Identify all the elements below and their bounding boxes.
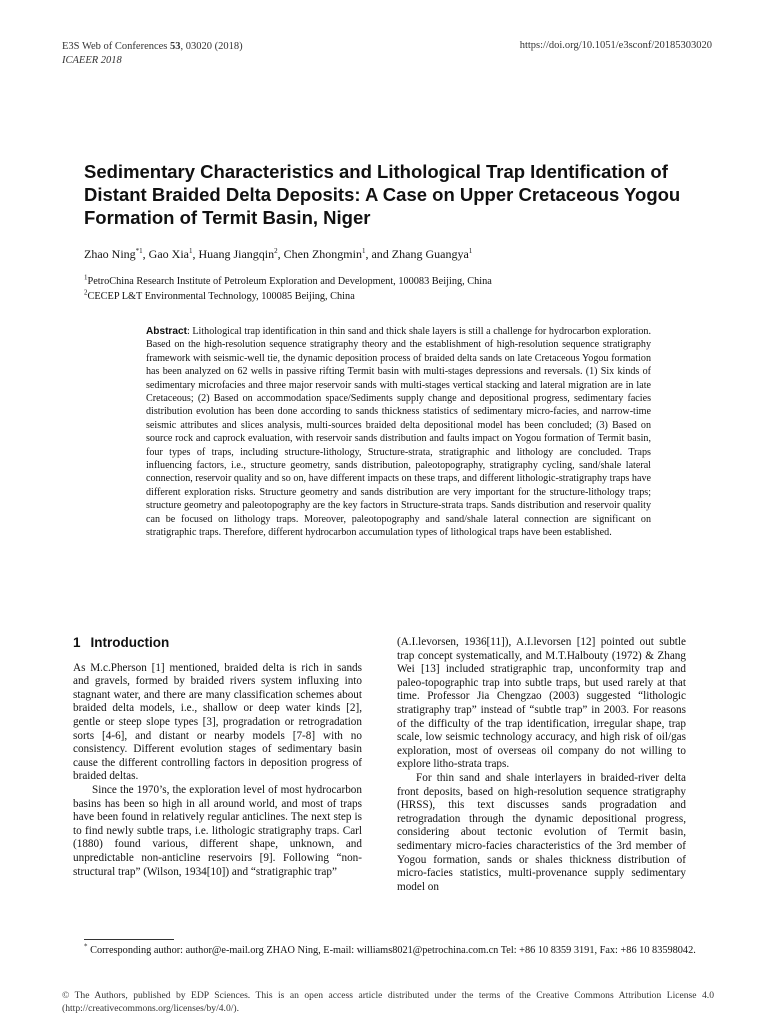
author-sup: 1 [468, 247, 473, 255]
running-header-left [62, 40, 243, 68]
author-sup: 2 [274, 247, 278, 255]
footnote-divider [84, 939, 174, 940]
abstract-text: : Lithological trap identification in thin sand and thick shale layers is still a challenge for hydrocarbon exploration. Based on the high-resolution sequence stratigraphy theory and the establishment of high-resolution sequence stratigraphy framework with seismic-well tie, the dynamic deposition process of braided delta sands on late Cretaceous Yogou formation has been analyzed on 62 wells in passive rifting Termit basin with multi-stages depressions and reversals. (1) Six kinds of sedimentary microfacies and three major reservoir sands with multi-stages vertical stacking and lateral migration are in late Cretaceous; (2) Based on accommodation space/Sediments supply change and depositional progress, sedimentary facies distribution evolution has been done according to sands thickness statistics of sedimentary micro-facies, and narrow-time seismic attributes and slices analysis, multi-sources braided delta depositional model has been concluded; (3) Based on source rock and caprock evaluation, with reservoir sands distribution and faults impact on Yogou formation of Termit basin, four types of traps, including structure-lithology, Structure-strata, stratigraphic and lithology are concluded. Traps influencing factors, i.e., structure geometry, sands distribution, paleotopography, stratigraphy cycling, sand/shale lateral connection, reservoir quality and so on, have different impacts on these traps, and different lithologic-stratigraphy traps have different exploration risks. Structure geometry and sands distribution are very important for the structure-lithology traps; structure geometry and paleotopography are the key factors in Structure-strata traps. Sands distribution and reservoir quality can be focused on lithology traps. Moreover, paleotopography and sand/shale lateral connection are significant on stratigraphic traps. Therefore, different hydrocarbon accumulation types of lithological traps have been established. [146, 326, 651, 539]
affiliation-1: $^1$PetroChina Research Institute of Petroleum Exploration and Development, 100083 Beijing, China [84, 273, 492, 287]
author-sup: 1 [361, 247, 366, 255]
license-notice: © The Authors, published by EDP Sciences. This is an open access article distributed under the terms of the Creative Commons Attribution License 4.0 (http://creativecommons.org/licenses/by/4.0/). [62, 990, 714, 1014]
footnote: * Corresponding author: author@e-mail.org ZHAO Ning, E-mail: williams8021@petrochina.com.cn Tel: +86 10 8359 3191, Fax: +86 10 83598042. [84, 942, 696, 956]
section-number: 1 [73, 635, 81, 650]
paragraph: For thin sand and shale interlayers in braided-river delta front deposits, based on high-resolution sequence stratigraphy (HRSS), this text discusses sands progradation and retrogradation through the dynamic depositional progress, considering about tectonic evolution of Termit basin, sedimentary micro-facies characteristics of the 3rd member of Yogou formation, sands or shales thickness distribution of micro-facies statistics, multi-provenance supply sedimentary model on [397, 771, 686, 893]
paragraph: As M.c.Pherson [1] mentioned, braided delta is rich in sands and gravels, formed by braided rivers system influxing into stagnant water, and there are many classification schemes about braided delta models, i.e., shallow or deep water kinds [2], gentle or steep slope types [3], progradation or retrogradation sorts [4-6], and distant or nearby models [7-8] with no consistency. Different evolution stages of sedimentary basin cause the different controlling factors in deposition progress of braided deltas. [73, 661, 362, 783]
affiliation-2: $^2$CECEP L&T Environmental Technology, 100085 Beijing, China [84, 288, 355, 302]
body-column-right [397, 636, 686, 894]
journal-citation: E3S Web of Conferences 53, 03020 (2018) [62, 41, 243, 52]
author-list: Zhao Ning$^{*1}$, Gao Xia$^1$, Huang Jiangqin$^2$, Chen Zhongmin$^1$, and Zhang Guangya$^1$ [84, 247, 473, 261]
author-sup: *1 [135, 247, 143, 255]
author-name: Zhang Guangya [391, 247, 469, 261]
affiliations [84, 274, 492, 304]
author-name: Gao Xia [148, 247, 189, 261]
abstract [146, 325, 651, 540]
body-column-left [73, 636, 362, 879]
doi-link[interactable]: https://doi.org/10.1051/e3sconf/20185303020 [519, 40, 712, 51]
abstract-label: Abstract [146, 326, 187, 337]
conference-name: ICAEER 2018 [62, 55, 122, 66]
author-sup: 1 [188, 247, 193, 255]
author-name: Zhao Ning [84, 247, 136, 261]
section-heading-introduction [73, 636, 362, 650]
paper-title: Sedimentary Characteristics and Lithological Trap Identification of Distant Braided Delta Deposits: A Case on Upper Cretaceous Yogou Formation of Termit Basin, Niger [84, 161, 681, 228]
author-name: Huang Jiangqin [198, 247, 275, 261]
paragraph: Since the 1970’s, the exploration level of most hydrocarbon basins has been so high in all around world, and most of traps have been found in relatively regular anticlines. The next step is to find newly subtle traps, i.e. lithologic stratigraphy traps. Carl (1880) found various, different shape, unknown, and unpredictable non-anticline reservoirs [9]. Following “non-structural trap” (Wilson, 1934[10]) and “stratigraphic trap” [73, 783, 362, 878]
paragraph: (A.I.levorsen, 1936[11]), A.I.levorsen [12] pointed out subtle trap concept systematically, and M.T.Halbouty (1972) & Zhang Wei [13] included stratigraphic trap, unconformity trap and paleo-topographic trap into subtle traps, but used rarely at that time. Professor Jia Chengzao (2003) suggested “lithologic stratigraphy trap” instead of “subtle trap” in 2003. For reasons of the difficulty of the trap identification, irregular shape, trap scale, low seismic technology accuracy, and high risk of oil/gas exploration, most of overseas oil company do not willing to explore litho-strata traps. [397, 636, 686, 771]
journal-volume: 53 [170, 41, 181, 52]
section-title: Introduction [90, 635, 170, 650]
author-name: Chen Zhongmin [283, 247, 362, 261]
footnote-mark: * [84, 942, 88, 951]
